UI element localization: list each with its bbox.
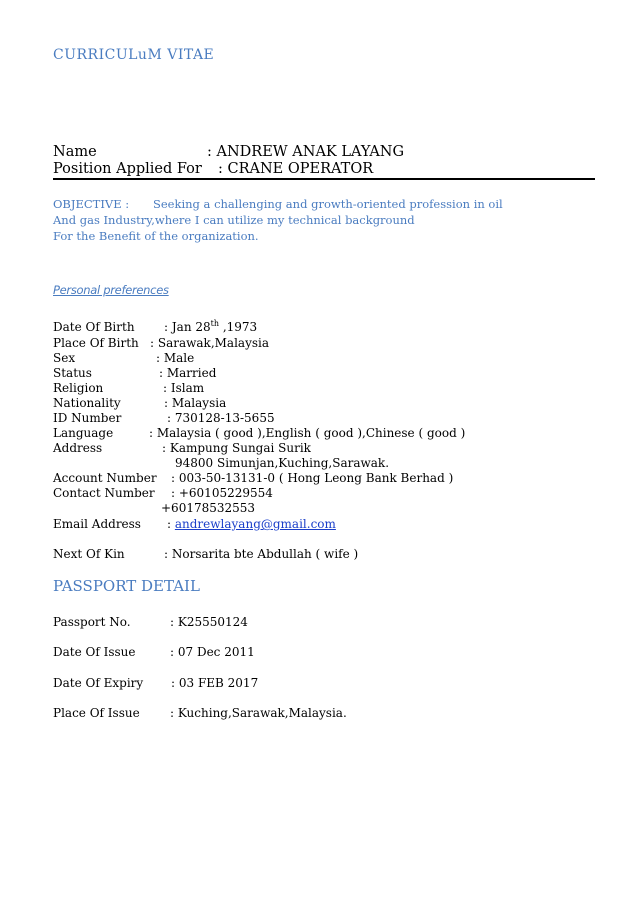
language-value: : Malaysia ( good ),English ( good ),Chinese ( good ) — [149, 426, 466, 440]
pob-label: Place Of Birth — [53, 336, 139, 350]
name-label: Name — [53, 144, 97, 160]
cv-title: CURRICULuM VITAE — [53, 47, 215, 63]
date-of-issue-value: : 07 Dec 2011 — [170, 645, 255, 659]
religion-label: Religion — [53, 381, 104, 395]
dob-value-suffix: th — [210, 319, 220, 328]
row-date-of-expiry — [53, 675, 553, 691]
passport-no-value: : K25550124 — [170, 615, 248, 629]
contact-number-value-2: +60178532553 — [161, 501, 256, 515]
dob-value-main: : Jan 28 — [164, 320, 211, 334]
row-address-cont — [53, 455, 553, 471]
row-place-of-birth — [53, 335, 553, 351]
email-label: Email Address — [53, 517, 141, 531]
row-religion — [53, 380, 553, 396]
row-status — [53, 365, 553, 381]
contact-number-value-1: : +60105229554 — [171, 486, 273, 500]
account-number-value: : 003-50-13131-0 ( Hong Leong Bank Berhad ) — [171, 471, 454, 485]
passport-no-label: Passport No. — [53, 615, 131, 629]
language-label: Language — [53, 426, 114, 440]
address-label: Address — [53, 441, 103, 455]
objective-line-2: And gas Industry,where I can utilize my technical background — [53, 213, 415, 227]
dob-label: Date Of Birth — [53, 320, 135, 334]
row-sex — [53, 350, 553, 366]
row-passport-no — [53, 614, 553, 630]
passport-detail-heading: PASSPORT DETAIL — [53, 577, 200, 595]
date-of-issue-label: Date Of Issue — [53, 645, 136, 659]
date-of-expiry-label: Date Of Expiry — [53, 676, 144, 690]
row-address — [53, 440, 553, 456]
contact-number-label: Contact Number — [53, 486, 155, 500]
dob-value — [164, 319, 257, 335]
place-of-issue-label: Place Of Issue — [53, 706, 140, 720]
email-prefix: : — [167, 517, 175, 531]
status-value: : Married — [159, 366, 217, 380]
address-line-1: : Kampung Sungai Surik — [162, 441, 311, 455]
sex-value: : Male — [156, 351, 195, 365]
date-of-expiry-value: : 03 FEB 2017 — [171, 676, 259, 690]
id-number-label: ID Number — [53, 411, 122, 425]
account-number-label: Account Number — [53, 471, 157, 485]
personal-preferences-heading: Personal preferences — [53, 283, 169, 297]
row-email — [53, 516, 553, 532]
objective-label: OBJECTIVE : — [53, 197, 130, 211]
name-value: : ANDREW ANAK LAYANG — [207, 144, 405, 160]
place-of-issue-value: : Kuching,Sarawak,Malaysia. — [170, 706, 347, 720]
next-of-kin-value: : Norsarita bte Abdullah ( wife ) — [164, 547, 359, 561]
religion-value: : Islam — [163, 381, 205, 395]
pob-value: : Sarawak,Malaysia — [150, 336, 269, 350]
row-contact-number — [53, 485, 553, 501]
header-divider — [53, 178, 595, 180]
row-nationality — [53, 395, 553, 411]
id-number-value: : 730128-13-5655 — [167, 411, 275, 425]
row-account-number — [53, 470, 613, 486]
row-date-of-issue — [53, 644, 553, 660]
nationality-value: : Malaysia — [164, 396, 227, 410]
address-line-2: 94800 Simunjan,Kuching,Sarawak. — [175, 456, 390, 470]
next-of-kin-label: Next Of Kin — [53, 547, 125, 561]
row-contact-number-cont — [53, 500, 553, 516]
objective-line-3: For the Benefit of the organization. — [53, 229, 259, 243]
nationality-label: Nationality — [53, 396, 121, 410]
dob-value-year: ,1973 — [219, 320, 258, 334]
email-link[interactable]: andrewlayang@gmail.com — [174, 517, 336, 531]
row-language — [53, 425, 613, 441]
position-label: Position Applied For — [53, 161, 202, 177]
status-label: Status — [53, 366, 92, 380]
row-date-of-birth — [53, 319, 553, 335]
position-value: : CRANE OPERATOR — [218, 161, 374, 177]
row-id-number — [53, 410, 553, 426]
row-next-of-kin — [53, 546, 553, 562]
sex-label: Sex — [53, 351, 76, 365]
objective-line-1: Seeking a challenging and growth-oriented profession in oil — [153, 197, 503, 211]
email-value-wrap — [167, 516, 336, 532]
row-place-of-issue — [53, 705, 553, 721]
